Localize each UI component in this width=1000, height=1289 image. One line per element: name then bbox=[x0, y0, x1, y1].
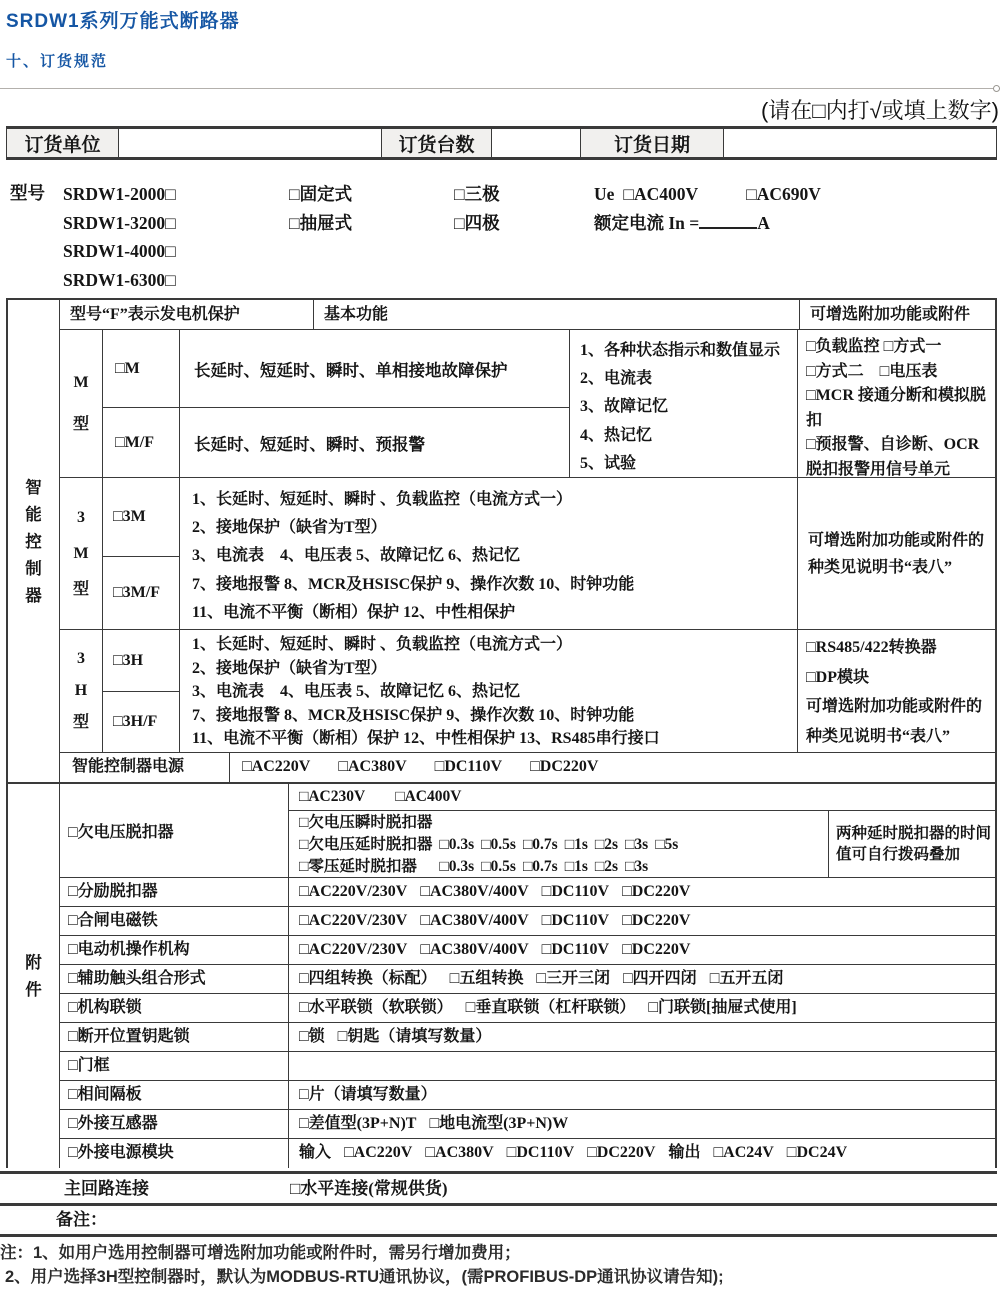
footnote-line: 2、用户选择3H型控制器时，默认为MODBUS-RTU通讯协议，(需PROFIBUS-DP通讯协议请告知); bbox=[5, 1268, 724, 1286]
checkbox-option[interactable]: □DC220V bbox=[587, 1144, 656, 1161]
accessory-options bbox=[289, 1110, 995, 1138]
order-date-label: 订货日期 bbox=[581, 129, 724, 157]
accessory-options bbox=[289, 1081, 995, 1109]
ue-voltage-options bbox=[623, 184, 868, 204]
accessory-checkbox[interactable]: □外接互感器 bbox=[60, 1110, 289, 1138]
checkbox-option[interactable]: □AC400V bbox=[395, 788, 462, 805]
text-line: 2、电流表 bbox=[580, 370, 653, 388]
checkbox-option[interactable]: □DC110V bbox=[541, 941, 610, 958]
order-date-field[interactable] bbox=[724, 129, 996, 157]
accessory-options bbox=[289, 1052, 995, 1080]
controller-power-row bbox=[60, 753, 995, 782]
model-label: 型号 bbox=[10, 183, 45, 203]
checkbox-option-line[interactable]: □三极 bbox=[454, 184, 500, 204]
text-line: 7、接地报警 8、MCR及HSISC保护 9、操作次数 10、时钟功能 bbox=[192, 706, 635, 724]
controller-side-label-cell bbox=[8, 300, 60, 782]
mf-row bbox=[103, 408, 569, 477]
text-line: 可增选附加功能或附件的种类见说明书“表八” bbox=[806, 698, 983, 745]
accessory-options bbox=[289, 1139, 995, 1168]
text-line: 11、电流不平衡（断相）保护 12、中性相保护 13、RS485串行接口 bbox=[192, 730, 660, 748]
accessory-checkbox[interactable]: □相间隔板 bbox=[60, 1081, 289, 1109]
accessory-checkbox[interactable]: □机构联锁 bbox=[60, 994, 289, 1022]
rated-current-prefix: 额定电流 In = bbox=[594, 212, 700, 233]
checkbox-option[interactable]: □1s bbox=[564, 857, 588, 875]
accessory-row-phase-barrier bbox=[60, 1081, 995, 1110]
text-line: 11、电流不平衡（断相）保护 12、中性相保护 bbox=[192, 603, 516, 621]
text-line: 3、电流表 4、电压表 5、故障记忆 6、热记忆 bbox=[192, 683, 521, 701]
text-line: 1、各种状态指示和数值显示 bbox=[580, 342, 781, 359]
checkbox-option[interactable]: □AC230V bbox=[299, 788, 366, 805]
checkbox-option[interactable]: □0.3s bbox=[439, 835, 475, 853]
rated-current-suffix: A bbox=[757, 212, 770, 233]
m-row bbox=[103, 330, 569, 408]
rated-current-row bbox=[594, 209, 770, 238]
checkbox-option[interactable]: □五组转换 bbox=[449, 970, 524, 987]
accessory-row-shunt-release bbox=[60, 878, 995, 907]
accessory-checkbox[interactable]: □门框 bbox=[60, 1052, 289, 1080]
checkbox-option[interactable]: □AC24V bbox=[713, 1144, 774, 1161]
text-line: 1、长延时、短延时、瞬时 、负载监控（电流方式一） bbox=[192, 491, 573, 508]
m3-type-band bbox=[60, 478, 995, 630]
accessory-row-external-power-module bbox=[60, 1139, 995, 1168]
model-section bbox=[6, 170, 997, 296]
checkbox-option[interactable]: □四组转换（标配） bbox=[299, 970, 437, 987]
h3-type-band bbox=[60, 630, 995, 753]
undervoltage-voltage-options bbox=[289, 784, 995, 811]
checkbox-option[interactable]: □AC690V bbox=[746, 184, 821, 204]
controller-side-label: 智能控制器 bbox=[25, 477, 42, 605]
checkbox-option[interactable]: □片（请填写数量） bbox=[299, 1086, 437, 1103]
checkbox-option[interactable]: □3s bbox=[625, 835, 649, 853]
option-text: 输出 bbox=[668, 1144, 701, 1161]
remark-row[interactable] bbox=[0, 1203, 997, 1237]
controller-section bbox=[8, 300, 995, 782]
divider-rule bbox=[0, 88, 1000, 89]
accessory-row-key-lock bbox=[60, 1023, 995, 1052]
checkbox-option[interactable]: □水平联锁（软联锁） bbox=[299, 999, 453, 1016]
m3-description-lines bbox=[180, 478, 798, 629]
accessory-row-closing-electromagnet bbox=[60, 907, 995, 936]
rule-endcap-circle-icon bbox=[993, 85, 1000, 92]
checkbox-option[interactable]: □DC220V bbox=[622, 912, 691, 929]
accessory-row-external-transformer bbox=[60, 1110, 995, 1139]
checkbox-option[interactable]: □DC110V bbox=[506, 1144, 575, 1161]
header-basic-function: 基本功能 bbox=[314, 300, 800, 329]
accessories-side-label-cell bbox=[8, 784, 60, 1168]
accessory-row-mechanism-interlock bbox=[60, 994, 995, 1023]
m-type-band bbox=[60, 330, 995, 478]
accessory-checkbox[interactable]: □电动机操作机构 bbox=[60, 936, 289, 964]
checkbox-option-line[interactable]: □预报警、自诊断、OCR脱扣报警用信号单元 bbox=[806, 436, 980, 478]
page-title: SRDW1系列万能式断路器 bbox=[6, 11, 240, 32]
section-heading: 十、订货规范 bbox=[6, 53, 109, 70]
checkbox-option[interactable]: □0.3s bbox=[439, 857, 475, 875]
remark-label: 备注： bbox=[56, 1210, 107, 1229]
checkbox-option[interactable]: □零压延时脱扣器 bbox=[299, 857, 433, 875]
order-header-row bbox=[6, 126, 997, 160]
checkbox-option-line[interactable]: SRDW1-2000□ bbox=[63, 184, 176, 204]
accessories-section bbox=[8, 782, 995, 1168]
h3-type-label: 3H型 bbox=[72, 650, 89, 731]
header-model-f: 型号“F”表示发电机保护 bbox=[60, 300, 314, 329]
checkbox-option[interactable]: □DC110V bbox=[434, 758, 503, 775]
checkbox-option[interactable]: □欠电压延时脱扣器 bbox=[299, 835, 433, 853]
checkbox-option-line[interactable]: □方式二 □电压表 bbox=[806, 362, 938, 380]
text-line: 3、电流表 4、电压表 5、故障记忆 6、热记忆 bbox=[192, 547, 521, 565]
text-line: 2、接地保护（缺省为T型） bbox=[192, 519, 387, 537]
m-addons-list bbox=[798, 330, 995, 477]
accessory-options bbox=[289, 965, 995, 993]
text-line: 1、长延时、短延时、瞬时 、负载监控（电流方式一） bbox=[192, 636, 573, 653]
checkbox-option[interactable]: □AC220V/230V bbox=[299, 941, 408, 958]
accessory-options bbox=[289, 936, 995, 964]
m-type-label-cell bbox=[60, 330, 103, 477]
accessory-checkbox[interactable]: □外接电源模块 bbox=[60, 1139, 289, 1168]
checkbox-option[interactable]: □AC380V/400V bbox=[420, 883, 529, 900]
m-type-label: M型 bbox=[72, 373, 89, 433]
checkbox-3m[interactable]: □3M bbox=[103, 478, 179, 557]
undervoltage-delay-options bbox=[289, 811, 829, 877]
accessory-checkbox[interactable]: □辅助触头组合形式 bbox=[60, 965, 289, 993]
checkbox-option[interactable]: □三开三闭 bbox=[536, 970, 611, 987]
text-line: 4、热记忆 bbox=[580, 426, 653, 444]
checkbox-option[interactable]: □AC380V/400V bbox=[420, 912, 529, 929]
checkbox-option[interactable]: □AC220V/230V bbox=[299, 883, 408, 900]
text-line: 7、接地报警 8、MCR及HSISC保护 9、操作次数 10、时钟功能 bbox=[192, 575, 635, 593]
checkbox-option[interactable]: □欠电压瞬时脱扣器 bbox=[299, 814, 433, 831]
undervoltage-release-checkbox[interactable]: □欠电压脱扣器 bbox=[60, 784, 289, 877]
checkbox-option[interactable]: □AC220V bbox=[242, 758, 311, 775]
accessory-options bbox=[289, 994, 995, 1022]
checkbox-option[interactable]: □3s bbox=[625, 857, 649, 875]
accessories-side-label: 附件 bbox=[25, 953, 42, 999]
main-circuit-row bbox=[0, 1171, 997, 1203]
accessory-row-auxiliary-contacts bbox=[60, 965, 995, 994]
checkbox-option-line[interactable]: □固定式 bbox=[289, 184, 353, 204]
accessory-row-motor-operator bbox=[60, 936, 995, 965]
m-features-list bbox=[570, 330, 798, 477]
checkbox-option[interactable]: □0.7s bbox=[522, 857, 558, 875]
checkbox-option[interactable]: □AC380V/400V bbox=[420, 941, 529, 958]
checkbox-option[interactable]: □门联锁[抽屉式使用] bbox=[648, 999, 797, 1016]
checkbox-3h[interactable]: □3H bbox=[103, 630, 179, 692]
fill-instruction: (请在□内打√或填上数字) bbox=[760, 98, 999, 123]
ue-label: Ue bbox=[594, 184, 615, 204]
accessory-checkbox[interactable]: □合闸电磁铁 bbox=[60, 907, 289, 935]
checkbox-mf[interactable]: □M/F bbox=[103, 408, 180, 477]
accessory-options bbox=[289, 907, 995, 935]
checkbox-3mf[interactable]: □3M/F bbox=[113, 584, 160, 601]
m3-addons-note: 可增选附加功能或附件的种类见说明书“表八” bbox=[808, 531, 985, 576]
undervoltage-delay-line bbox=[299, 834, 828, 856]
main-spec-table bbox=[6, 298, 997, 1168]
order-qty-label: 订货台数 bbox=[382, 129, 492, 157]
option-text: 输入 bbox=[299, 1144, 332, 1161]
h3-description-lines bbox=[180, 630, 798, 752]
controller-power-label: 智能控制器电源 bbox=[60, 753, 230, 782]
checkbox-option-line[interactable]: □抽屉式 bbox=[289, 212, 353, 233]
main-circuit-option[interactable]: □水平连接(常规供货) bbox=[290, 1179, 448, 1198]
accessory-checkbox[interactable]: □断开位置钥匙锁 bbox=[60, 1023, 289, 1051]
checkbox-option-line[interactable]: □负载监控 □方式一 bbox=[806, 338, 942, 355]
checkbox-option-line[interactable]: SRDW1-6300□ bbox=[63, 269, 176, 290]
checkbox-m[interactable]: □M bbox=[103, 330, 180, 407]
header-addons: 可增选附加功能或附件 bbox=[810, 306, 971, 323]
checkbox-option-line[interactable]: □四极 bbox=[454, 212, 500, 233]
checkbox-option[interactable]: □钥匙（请填写数量） bbox=[337, 1028, 492, 1045]
m3-type-label-cell bbox=[60, 478, 103, 629]
m3-type-label: 3M型 bbox=[72, 508, 89, 598]
mf-description: 长延时、短延时、瞬时、预报警 bbox=[194, 434, 425, 454]
checkbox-option-line[interactable]: □DP模块 bbox=[806, 668, 869, 686]
ue-voltage-row bbox=[594, 180, 869, 209]
checkbox-option[interactable]: □AC380V bbox=[425, 1144, 494, 1161]
undervoltage-note: 两种延时脱扣器的时间值可自行拨码叠加 bbox=[836, 824, 992, 864]
footnote-line: 注：1、如用户选用控制器可增选附加功能或附件时，需另行增加费用； bbox=[0, 1244, 521, 1262]
checkbox-option[interactable]: □四开四闭 bbox=[623, 970, 697, 987]
h3-addons-list bbox=[798, 630, 995, 752]
checkbox-option[interactable]: □2s bbox=[594, 835, 619, 853]
m-description: 长延时、短延时、瞬时、单相接地故障保护 bbox=[194, 360, 508, 380]
checkbox-option[interactable]: □0.5s bbox=[481, 857, 516, 875]
checkbox-option-line[interactable]: □RS485/422转换器 bbox=[806, 639, 937, 656]
checkbox-option[interactable]: □五开五闭 bbox=[709, 970, 784, 987]
checkbox-option-line[interactable]: □MCR 接通分断和模拟脱扣 bbox=[806, 387, 986, 429]
checkbox-option[interactable]: □0.7s bbox=[522, 835, 558, 853]
checkbox-option[interactable]: □0.5s bbox=[481, 835, 516, 853]
checkbox-option[interactable]: □DC220V bbox=[530, 758, 599, 775]
checkbox-option[interactable]: □AC220V/230V bbox=[299, 912, 408, 929]
checkbox-option[interactable]: □AC380V bbox=[338, 758, 407, 775]
checkbox-option[interactable]: □垂直联锁（杠杆联锁） bbox=[465, 999, 636, 1016]
accessory-row-door-frame bbox=[60, 1052, 995, 1081]
checkbox-option[interactable]: □DC110V bbox=[541, 883, 610, 900]
checkbox-option[interactable]: □地电流型(3P+N)W bbox=[429, 1115, 569, 1132]
model-options bbox=[63, 180, 176, 294]
footnotes bbox=[0, 1241, 1000, 1289]
accessory-options bbox=[289, 878, 995, 906]
checkbox-option[interactable]: □DC220V bbox=[622, 883, 691, 900]
mounting-options bbox=[289, 180, 352, 237]
checkbox-option[interactable]: □锁 bbox=[299, 1028, 325, 1045]
checkbox-option[interactable]: □差值型(3P+N)T bbox=[299, 1115, 417, 1132]
order-unit-label: 订货单位 bbox=[7, 129, 119, 157]
order-qty-field[interactable] bbox=[492, 129, 581, 157]
checkbox-option[interactable]: □1s bbox=[564, 835, 588, 853]
text-line: 5、试验 bbox=[580, 454, 637, 472]
text-line: 3、故障记忆 bbox=[580, 398, 669, 416]
checkbox-3hf[interactable]: □3H/F bbox=[113, 713, 158, 730]
order-unit-field[interactable] bbox=[119, 129, 382, 157]
checkbox-option-line[interactable]: SRDW1-3200□ bbox=[63, 212, 176, 233]
checkbox-option[interactable]: □AC220V bbox=[344, 1144, 413, 1161]
h3-type-label-cell bbox=[60, 630, 103, 752]
controller-power-options bbox=[230, 753, 995, 782]
checkbox-option[interactable]: □2s bbox=[594, 857, 619, 875]
undervoltage-release-row bbox=[60, 784, 995, 878]
zero-voltage-delay-line bbox=[299, 856, 828, 878]
rated-current-field[interactable] bbox=[699, 212, 757, 229]
checkbox-option[interactable]: □DC110V bbox=[541, 912, 610, 929]
main-circuit-label: 主回路连接 bbox=[64, 1179, 149, 1198]
checkbox-option-line[interactable]: SRDW1-4000□ bbox=[63, 241, 176, 261]
text-line: 2、接地保护（缺省为T型） bbox=[192, 659, 387, 677]
checkbox-option[interactable]: □DC220V bbox=[622, 941, 691, 958]
checkbox-option[interactable]: □DC24V bbox=[786, 1144, 848, 1161]
checkbox-option[interactable]: □5s bbox=[655, 835, 679, 853]
controller-header-row bbox=[60, 300, 995, 330]
accessory-options bbox=[289, 1023, 995, 1051]
pole-options bbox=[454, 180, 500, 237]
undervoltage-instant-line bbox=[299, 812, 828, 834]
checkbox-option[interactable]: □AC400V bbox=[623, 184, 699, 204]
accessory-checkbox[interactable]: □分励脱扣器 bbox=[60, 878, 289, 906]
